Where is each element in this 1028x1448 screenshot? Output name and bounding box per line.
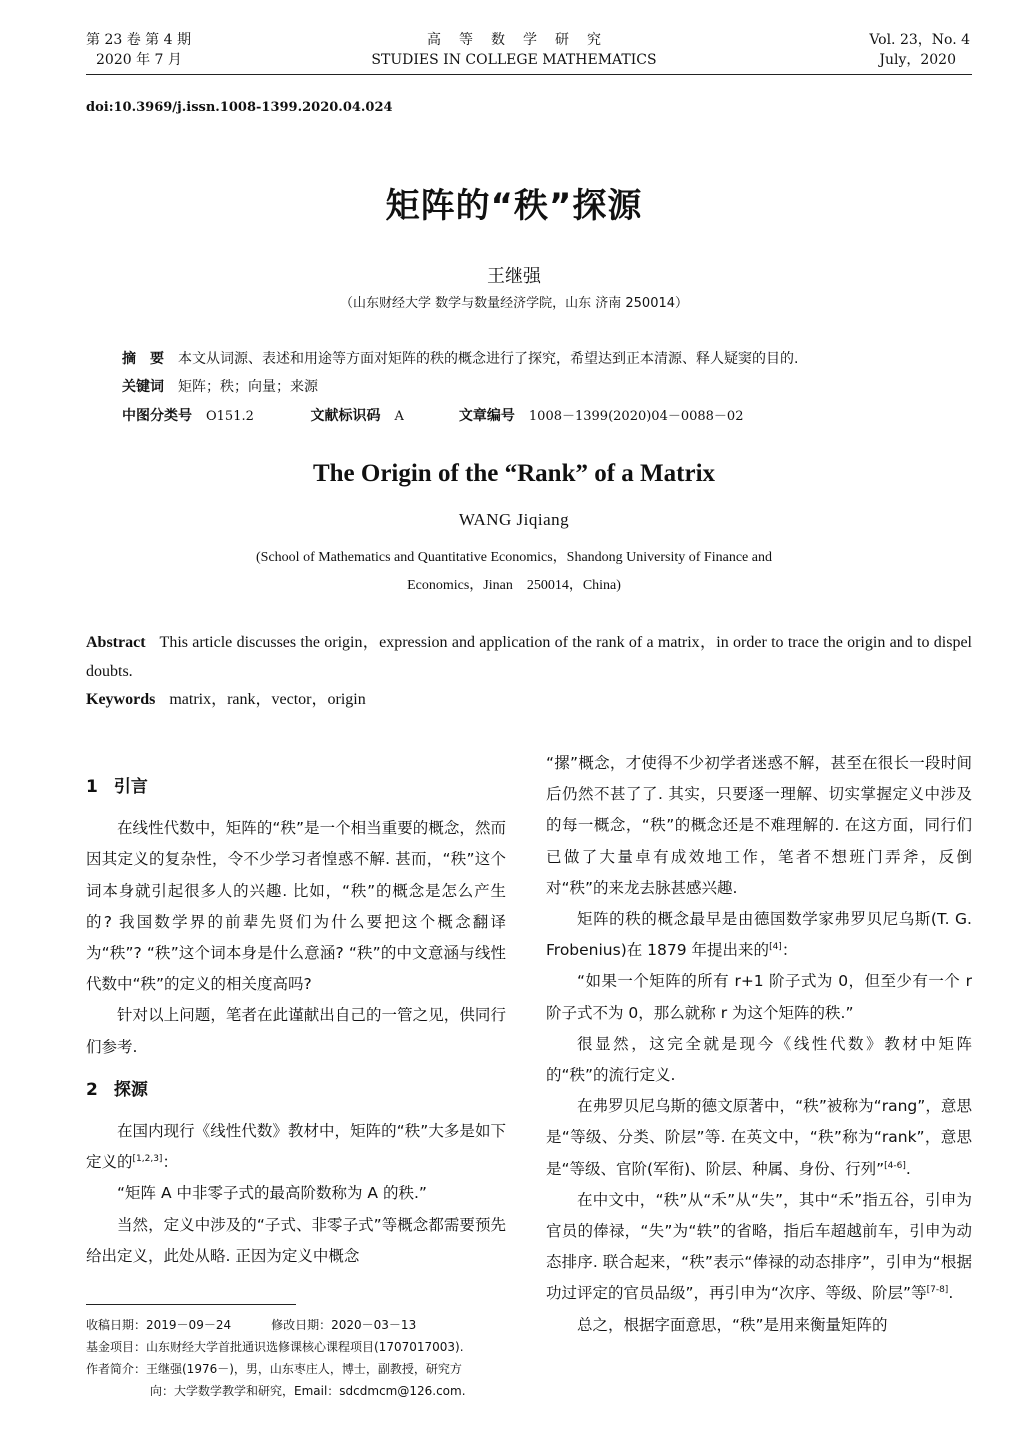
affiliation-cn: （山东财经大学 数学与数量经济学院，山东 济南 250014） [339,296,689,311]
abstract-cn [122,348,798,368]
title-en: The Origin of the “Rank” of a Matrix [312,460,716,487]
paragraph: 在线性代数中，矩阵的“秩”是一个相当重要的概念，然而因其定义的复杂性，令不少学习者惶惑不解. 甚而，“秩”这个词本身就引起很多人的兴趣. 比如，“秩”的概念是怎么产生的? 我国数学界的前辈先贤们为什么要把这个概念翻译为“秩”? “秩”这个词本身是什么意涵? “秩”的中文意涵与线性代数中“秩”的定义的相关度高吗? [86,819,506,994]
received-label: 收稿日期： [86,1318,147,1332]
abstract-en [86,628,972,686]
article-no-value: 1008－1399(2020)04－0088－02 [528,409,744,424]
paragraph-text: 在国内现行《线性代数》教材中，矩阵的“秩”大多是如下定义的 [86,1122,506,1172]
paragraph [546,1091,972,1185]
received-date: 2019－09－24 [146,1318,232,1332]
citation: [4-6] [884,1160,906,1171]
volume-en: Vol. 23，No. 4 [869,32,970,48]
paragraph-text: 在中文中，“秩”从“禾”从“失”，其中“禾”指五谷，引申为官员的俸禄，“失”为“轶”的省略，指后车超越前车，引申为动态排序. 联合起来，“秩”表示“俸禄的动态排序”，引申为“根据功过评定的官员品级”，再引申为“次序、等级、阶层”等 [546,1190,972,1303]
paragraph: 很显然，这完全就是现今《线性代数》教材中矩阵的“秩”的流行定义. [546,1034,972,1085]
abstract-cn-label: 摘 要 [122,351,164,367]
keywords-cn [122,376,318,396]
affiliation-en [0,544,1028,600]
section-title: 探源 [113,1079,148,1100]
footnote-dates [86,1314,516,1336]
definition-quote: “矩阵 A 中非零子式的最高阶数称为 A 的秩.” [117,1184,427,1203]
footnote-bio: 作者简介：王继强(1976－)，男，山东枣庄人，博士，副教授，研究方 [86,1362,462,1376]
doc-code-value: A [394,409,404,424]
header-rule [86,74,972,75]
paragraph-end: ： [781,941,798,960]
revised-label: 修改日期： [271,1318,332,1332]
classification [122,405,842,425]
clc-label: 中图分类号 [122,408,192,424]
definition-quote: “如果一个矩阵的所有 r+1 阶子式为 0，但至少有一个 r 阶子式不为 0，那么就称 r 为这个矩阵的秩.” [546,972,972,1022]
citation: [1,2,3] [132,1154,163,1165]
title-cn: 矩阵的“秩”探源 [385,186,643,226]
journal-name-en: STUDIES IN COLLEGE MATHEMATICS [371,52,657,68]
paragraph [546,1185,972,1310]
citation: [4] [769,942,782,953]
keywords-en-label: Keywords [86,691,156,708]
footnote-bio-cont: 向：大学数学教学和研究，Email：sdcdmcm@126.com. [150,1384,466,1398]
section-number: 2 [86,1079,98,1100]
keywords-cn-text: 矩阵；秩；向量；来源 [178,379,318,395]
footnote-rule [86,1304,296,1305]
clc-value: O151.2 [206,409,254,424]
paragraph-end: . [905,1159,911,1178]
section-number: 1 [86,777,98,797]
citation: [7-8] [926,1285,949,1296]
paragraph: 针对以上问题，笔者在此谨献出自己的一管之见，供同行们参考. [86,1006,506,1056]
paragraph-end: . [948,1284,954,1303]
body-right-column [546,748,972,1341]
keywords-en-text: matrix，rank，vector，origin [169,691,366,708]
author-en: WANG Jiqiang [458,510,570,529]
volume-cn: 第 23 卷 第 4 期 [86,32,191,48]
abstract-cn-text: 本文从词源、表述和用途等方面对矩阵的秩的概念进行了探究，希望达到正本清源、释人疑窦的目的. [178,351,799,367]
keywords-en [86,688,972,712]
author-cn: 王继强 [487,266,541,287]
section-title: 引言 [113,777,148,797]
date-cn: 2020 年 7 月 [96,52,182,68]
paragraph [86,1116,506,1178]
footnote [86,1314,516,1402]
paragraph: 当然，定义中涉及的“子式、非零子式”等概念都需要预先给出定义，此处从略. 正因为定义中概念 [86,1215,506,1265]
keywords-cn-label: 关键词 [122,379,164,395]
doi: doi:10.3969/j.issn.1008-1399.2020.04.024 [86,100,393,115]
revised-date: 2020－03－13 [331,1318,417,1332]
abstract-en-text: This article discusses the origin，expression and application of the rank of a matrix，in order to trace the origin and to dispel doubts. [86,634,973,680]
paragraph-text: 在弗罗贝尼乌斯的德文原著中，“秩”被称为“rang”，意思是“等级、分类、阶层”等. 在英文中，“秩”称为“rank”，意思是“等级、官阶(军衔)、阶层、种属、身份、行列” [546,1097,972,1178]
paragraph: 总之，根据字面意思，“秩”是用来衡量矩阵的 [577,1315,888,1334]
footnote-fund: 基金项目：山东财经大学首批通识选修课核心课程项目(1707017003). [86,1340,464,1354]
section-heading-1 [86,772,506,803]
article-no-label: 文章编号 [458,408,515,424]
paragraph-end: ： [162,1153,178,1172]
date-en: July，2020 [879,52,956,68]
header-right [869,30,970,70]
doc-code-label: 文献标识码 [310,408,381,424]
abstract-en-label: Abstract [86,634,146,651]
body-left-column [86,760,506,1272]
journal-name-cn: 高等数学研究 [427,32,619,48]
section-heading-2 [86,1075,506,1106]
paragraph-text: 矩阵的秩的概念最早是由德国数学家弗罗贝尼乌斯(T. G. Frobenius)在 1879 年提出来的 [546,910,972,960]
affiliation-en-line1: (School of Mathematics and Quantitative Economics，Shandong University of Finance and [256,550,772,565]
paragraph [546,904,972,966]
affiliation-en-line2: Economics，Jinan 250014，China) [407,578,621,593]
paragraph: “摞”概念，才使得不少初学者迷惑不解，甚至在很长一段时间后仍然不甚了了. 其实，只要逐一理解、切实掌握定义中涉及的每一概念，“秩”的概念还是不难理解的. 在这方面，同行们已做了大量卓有成效地工作，笔者不想班门弄斧，反倒对“秩”的来龙去脉甚感兴趣. [546,754,972,897]
